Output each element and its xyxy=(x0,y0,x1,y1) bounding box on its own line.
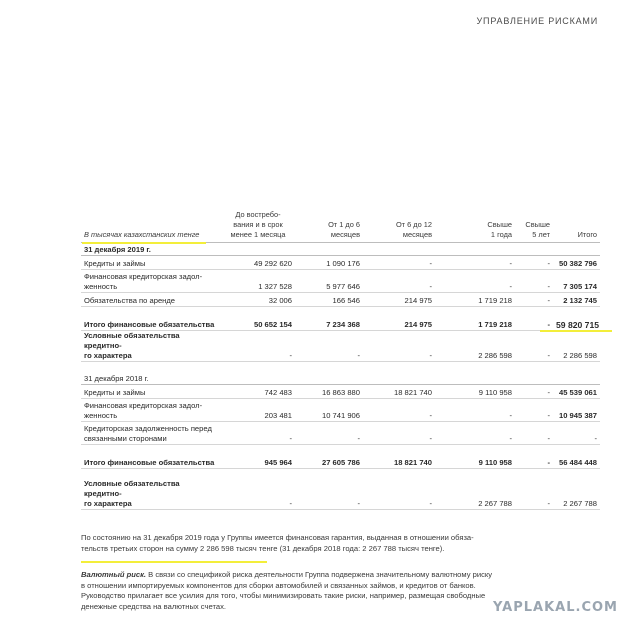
section-2019 xyxy=(81,243,600,256)
cell: 49 292 620 xyxy=(221,256,295,270)
risk-line xyxy=(81,570,611,581)
cell: 214 975 xyxy=(363,317,435,331)
cell: - xyxy=(515,317,553,331)
cell-total: - xyxy=(553,422,600,445)
cell: 27 605 786 xyxy=(295,455,363,469)
cell: - xyxy=(363,422,435,445)
cell: - xyxy=(363,270,435,293)
table-row xyxy=(81,479,600,510)
cell: - xyxy=(515,331,553,362)
table-row xyxy=(81,270,600,293)
cell: - xyxy=(435,399,515,422)
cell: 1 719 218 xyxy=(435,317,515,331)
units-header: В тысячах казахстанских тенге xyxy=(81,210,221,243)
guarantee-note xyxy=(81,533,611,554)
cell: 9 110 958 xyxy=(435,385,515,399)
row-label: Условные обязательства кредитно- го характера xyxy=(81,479,221,510)
cell: - xyxy=(515,422,553,445)
cell: 203 481 xyxy=(221,399,295,422)
col-header-demand: До востребо- вания и в срок менее 1 месяца xyxy=(221,210,295,243)
cell: - xyxy=(515,455,553,469)
cell: - xyxy=(221,479,295,510)
risk-line: в отношении импортируемых компонентов для сборки автомобилей и связанных займов, и кредитов от банков. xyxy=(81,580,476,590)
cell: 1 090 176 xyxy=(295,256,363,270)
cell: 2 286 598 xyxy=(435,331,515,362)
table-header-row xyxy=(81,210,600,243)
row-label: Кредиторская задолженность перед связанными сторонами xyxy=(81,422,221,445)
cell: - xyxy=(363,399,435,422)
row-label: Кредиты и займы xyxy=(81,385,221,399)
cell: 1 327 528 xyxy=(221,270,295,293)
section-2018 xyxy=(81,372,600,385)
cell: - xyxy=(515,479,553,510)
cell: 945 964 xyxy=(221,455,295,469)
col-header-6-12: От 6 до 12 месяцев xyxy=(363,210,435,243)
table-row xyxy=(81,293,600,307)
cell: - xyxy=(515,385,553,399)
cell: 2 267 788 xyxy=(435,479,515,510)
cell: - xyxy=(435,422,515,445)
row-label: Условные обязательства кредитно- го характера xyxy=(81,331,221,362)
cell-total: 45 539 061 xyxy=(553,385,600,399)
cell-total: 7 305 174 xyxy=(553,270,600,293)
cell-total: 50 382 796 xyxy=(553,256,600,270)
col-header-over-5y: Свыше 5 лет xyxy=(515,210,553,243)
table-row xyxy=(81,256,600,270)
cell: - xyxy=(295,331,363,362)
col-header-total: Итого xyxy=(553,210,600,243)
cell-total: 2 286 598 xyxy=(553,331,600,362)
cell: 50 652 154 xyxy=(221,317,295,331)
highlight-units xyxy=(82,242,206,244)
cell: 18 821 740 xyxy=(363,455,435,469)
row-label: Обязательства по аренде xyxy=(81,293,221,307)
cell: - xyxy=(515,256,553,270)
row-label: Итого финансовые обязательства xyxy=(81,455,221,469)
cell: - xyxy=(295,422,363,445)
table-row xyxy=(81,399,600,422)
note-line: тельств третьих сторон на сумму 2 286 598 тысяч тенге (31 декабря 2018 года: 2 267 788 тысяч тенге). xyxy=(81,543,445,553)
cell: - xyxy=(221,422,295,445)
watermark: YAPLAKAL.COM xyxy=(493,600,618,615)
cell: - xyxy=(515,399,553,422)
cell: 9 110 958 xyxy=(435,455,515,469)
row-label: Финансовая кредиторская задол- женность xyxy=(81,270,221,293)
cell: - xyxy=(363,331,435,362)
cell-total: 2 132 745 xyxy=(553,293,600,307)
table-row xyxy=(81,385,600,399)
highlight-note xyxy=(81,561,267,563)
row-label: Кредиты и займы xyxy=(81,256,221,270)
note-line: По состоянию на 31 декабря 2019 года у Группы имеется финансовая гарантия, выданная в отношении обяза- xyxy=(81,533,474,542)
cell: 16 863 880 xyxy=(295,385,363,399)
cell-total: 10 945 387 xyxy=(553,399,600,422)
cell: 7 234 368 xyxy=(295,317,363,331)
cell: 166 546 xyxy=(295,293,363,307)
cell-total: 59 820 715 xyxy=(553,317,600,331)
cell: 5 977 646 xyxy=(295,270,363,293)
cell: 18 821 740 xyxy=(363,385,435,399)
col-header-over-1y: Свыше 1 года xyxy=(435,210,515,243)
cell: - xyxy=(363,479,435,510)
cell: 10 741 906 xyxy=(295,399,363,422)
cell: 32 006 xyxy=(221,293,295,307)
cell-total: 2 267 788 xyxy=(553,479,600,510)
cell: 742 483 xyxy=(221,385,295,399)
cell: - xyxy=(435,256,515,270)
cell: 214 975 xyxy=(363,293,435,307)
row-label: Финансовая кредиторская задол- женность xyxy=(81,399,221,422)
liquidity-table xyxy=(81,210,600,510)
highlight-total-2019 xyxy=(540,330,612,332)
risk-line: Руководство прилагает все усилия для того, чтобы минимизировать такие риски, например, размещая свободные xyxy=(81,591,486,600)
cell: - xyxy=(515,293,553,307)
cell: - xyxy=(295,479,363,510)
risk-text: В связи со спецификой риска деятельности Группа подвержена значительному валютному риску xyxy=(146,570,493,579)
table-row xyxy=(81,422,600,445)
risk-line: денежные средства на валютных счетах. xyxy=(81,601,226,611)
cell: - xyxy=(221,331,295,362)
risk-lead: Валютный риск. xyxy=(81,570,147,579)
section-title-2019: 31 декабря 2019 г. xyxy=(81,243,600,256)
table-row-total xyxy=(81,317,600,331)
section-title-2018: 31 декабря 2018 г. xyxy=(81,372,600,385)
cell: - xyxy=(363,256,435,270)
cell: - xyxy=(435,270,515,293)
cell: 1 719 218 xyxy=(435,293,515,307)
col-header-1-6: От 1 до 6 месяцев xyxy=(295,210,363,243)
section-title: УПРАВЛЕНИЕ РИСКАМИ xyxy=(476,16,598,26)
table-row xyxy=(81,331,600,362)
cell: - xyxy=(515,270,553,293)
cell-total: 56 484 448 xyxy=(553,455,600,469)
table-row-total xyxy=(81,455,600,469)
row-label: Итого финансовые обязательства xyxy=(81,317,221,331)
